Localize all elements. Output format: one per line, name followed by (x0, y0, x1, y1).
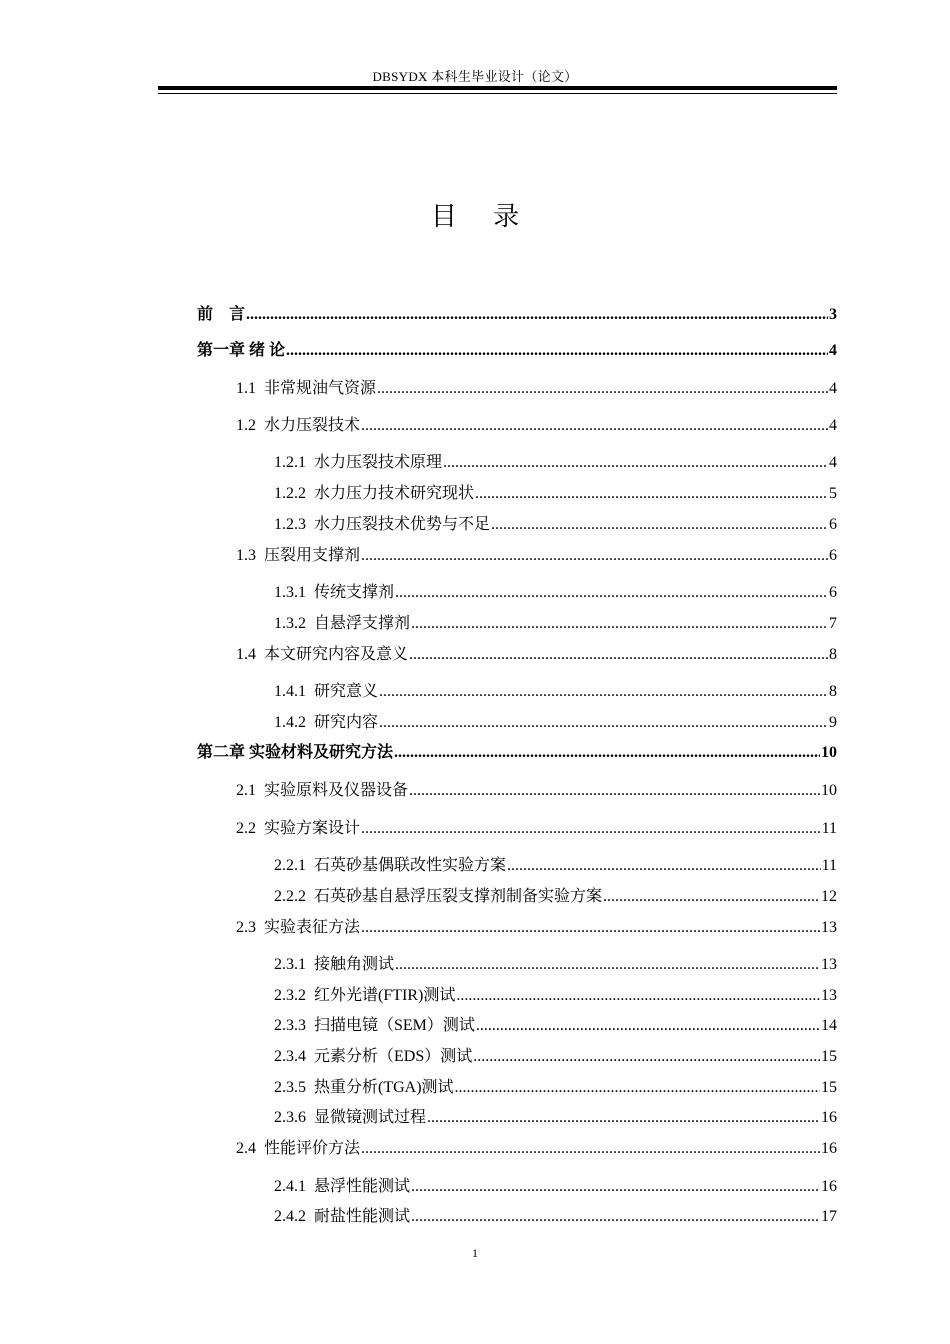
toc-entry[interactable] (274, 1176, 837, 1198)
toc-entry-title: 非常规油气资源 (264, 380, 377, 397)
toc-entry[interactable] (236, 644, 837, 666)
toc-entry-page: 6 (829, 584, 837, 601)
toc-dot-leader (361, 917, 820, 939)
toc-dot-leader (379, 712, 828, 734)
toc-entry-number: 2.3.1 (274, 956, 314, 973)
toc-dot-leader (361, 1138, 820, 1160)
toc-entry[interactable] (236, 818, 837, 840)
toc-entry-number: 2.4.2 (274, 1208, 314, 1225)
toc-entry-number: 2.4.1 (274, 1178, 314, 1195)
toc-entry[interactable] (274, 954, 837, 976)
toc-entry-page: 8 (829, 683, 837, 700)
toc-dot-leader (603, 886, 820, 908)
toc-entry[interactable] (274, 1107, 837, 1129)
toc-entry-title: 本文研究内容及意义 (264, 646, 409, 663)
toc-entry-page: 8 (829, 646, 837, 663)
toc-entry[interactable] (236, 1138, 837, 1160)
toc-entry[interactable] (274, 483, 837, 505)
toc-entry-title: 扫描电镜（SEM）测试 (314, 1017, 475, 1034)
toc-entry-number: 2.2.2 (274, 888, 314, 905)
toc-entry-page: 12 (821, 888, 837, 905)
toc-title: 目 录 (430, 202, 534, 232)
toc-entry[interactable] (274, 712, 837, 734)
toc-entry-page: 4 (829, 342, 837, 359)
toc-entry[interactable] (236, 917, 837, 939)
toc-dot-leader (473, 1046, 820, 1068)
toc-entry-title: 研究内容 (314, 714, 379, 731)
toc-dot-leader (476, 1015, 820, 1037)
toc-dot-leader (409, 780, 820, 802)
toc-entry-title: 元素分析（EDS）测试 (314, 1048, 473, 1065)
toc-entry[interactable] (197, 304, 837, 326)
toc-dot-leader (395, 582, 828, 604)
toc-entry-number: 1.3.1 (274, 584, 314, 601)
toc-entry-page: 13 (821, 919, 837, 936)
toc-entry[interactable] (274, 582, 837, 604)
toc-entry-title: 耐盐性能测试 (314, 1208, 411, 1225)
toc-entry-title: 第二章 实验材料及研究方法 (197, 744, 394, 761)
toc-entry-title: 水力压力技术研究现状 (314, 485, 475, 502)
toc-dot-leader (286, 340, 828, 362)
toc-entry-number: 2.3.2 (274, 987, 314, 1004)
toc-entry[interactable] (274, 514, 837, 536)
toc-entry-number: 1.4.1 (274, 683, 314, 700)
toc-entry-number: 2.1 (236, 782, 264, 799)
toc-entry-page: 10 (821, 744, 837, 761)
toc-dot-leader (455, 1077, 820, 1099)
toc-entry-page: 4 (829, 380, 837, 397)
toc-dot-leader (394, 742, 820, 764)
toc-entry-number: 1.4.2 (274, 714, 314, 731)
toc-entry-title: 水力压裂技术 (264, 417, 361, 434)
toc-entry-title: 悬浮性能测试 (314, 1178, 411, 1195)
toc-entry[interactable] (236, 415, 837, 437)
toc-entry-title: 压裂用支撑剂 (264, 547, 361, 564)
toc-entry[interactable] (274, 985, 837, 1007)
toc-entry-title: 显微镜测试过程 (314, 1109, 427, 1126)
toc-entry[interactable] (274, 1046, 837, 1068)
toc-entry-title: 研究意义 (314, 683, 379, 700)
toc-entry[interactable] (274, 452, 837, 474)
toc-entry-number: 1.2 (236, 417, 264, 434)
toc-entry-page: 15 (821, 1048, 837, 1065)
toc-entry-page: 4 (829, 454, 837, 471)
toc-dot-leader (456, 985, 820, 1007)
toc-dot-leader (377, 378, 828, 400)
toc-entry-page: 5 (829, 485, 837, 502)
toc-entry-title: 传统支撑剂 (314, 584, 395, 601)
toc-entry-number: 1.3.2 (274, 615, 314, 632)
toc-entry-page: 16 (821, 1178, 837, 1195)
toc-entry[interactable] (274, 613, 837, 635)
toc-entry[interactable] (236, 378, 837, 400)
toc-dot-leader (411, 1176, 820, 1198)
toc-entry-page: 13 (821, 987, 837, 1004)
toc-dot-leader (491, 514, 828, 536)
toc-entry-page: 7 (829, 615, 837, 632)
toc-entry-number: 2.3 (236, 919, 264, 936)
toc-dot-leader (361, 415, 828, 437)
toc-entry-number: 1.4 (236, 646, 264, 663)
toc-entry-number: 1.2.2 (274, 485, 314, 502)
toc-dot-leader (427, 1107, 820, 1129)
toc-entry-page: 16 (821, 1140, 837, 1157)
toc-entry-title: 水力压裂技术优势与不足 (314, 516, 491, 533)
toc-entry-number: 2.3.6 (274, 1109, 314, 1126)
toc-dot-leader (379, 681, 828, 703)
toc-entry-number: 1.2.3 (274, 516, 314, 533)
toc-entry-page: 6 (829, 516, 837, 533)
toc-entry-page: 14 (821, 1017, 837, 1034)
toc-dot-leader (507, 855, 821, 877)
toc-entry[interactable] (236, 545, 837, 567)
toc-entry-title: 水力压裂技术原理 (314, 454, 443, 471)
toc-dot-leader (395, 954, 820, 976)
toc-entry-page: 4 (829, 417, 837, 434)
toc-entry[interactable] (197, 742, 837, 764)
toc-entry-title: 石英砂基自悬浮压裂支撑剂制备实验方案 (314, 888, 603, 905)
page-number: 1 (472, 1246, 478, 1260)
toc-entry-page: 10 (821, 782, 837, 799)
toc-entry-number: 1.2.1 (274, 454, 314, 471)
toc-entry-number: 2.2.1 (274, 857, 314, 874)
toc-entry-page: 3 (829, 306, 837, 323)
toc-entry-number: 2.2 (236, 820, 264, 837)
toc-entry[interactable] (274, 681, 837, 703)
toc-entry[interactable] (236, 780, 837, 802)
toc-dot-leader (409, 644, 828, 666)
toc-entry-title: 实验方案设计 (264, 820, 361, 837)
toc-entry[interactable] (274, 886, 837, 908)
toc-entry-page: 6 (829, 547, 837, 564)
toc-entry-number: 2.3.5 (274, 1079, 314, 1096)
toc-entry-title: 前 言 (197, 306, 246, 323)
toc-dot-leader (246, 304, 828, 326)
toc-entry[interactable] (197, 340, 837, 362)
toc-dot-leader (443, 452, 828, 474)
toc-entry-page: 11 (821, 820, 837, 837)
toc-dot-leader (361, 545, 828, 567)
toc-entry-title: 接触角测试 (314, 956, 395, 973)
toc-entry-title: 红外光谱(FTIR)测试 (314, 987, 456, 1004)
toc-entry-page: 16 (821, 1109, 837, 1126)
toc-entry-page: 13 (821, 956, 837, 973)
toc-dot-leader (475, 483, 828, 505)
toc-dot-leader (411, 613, 828, 635)
toc-entry-title: 热重分析(TGA)测试 (314, 1079, 454, 1096)
toc-dot-leader (411, 1206, 820, 1228)
toc-entry-title: 性能评价方法 (264, 1140, 361, 1157)
toc-entry-page: 9 (829, 714, 837, 731)
toc-entry-title: 自悬浮支撑剂 (314, 615, 411, 632)
page-header: DBSYDX 本科生毕业设计（论文） (372, 69, 578, 84)
toc-entry-title: 实验表征方法 (264, 919, 361, 936)
toc-entry-number: 1.3 (236, 547, 264, 564)
toc-entry-page: 11 (821, 857, 837, 874)
toc-dot-leader (361, 818, 821, 840)
toc-entry-number: 1.1 (236, 380, 264, 397)
toc-entry[interactable] (274, 1206, 837, 1228)
toc-entry-number: 2.3.4 (274, 1048, 314, 1065)
toc-entry[interactable] (274, 1015, 837, 1037)
toc-entry-title: 实验原料及仪器设备 (264, 782, 409, 799)
toc-entry[interactable] (274, 1077, 837, 1099)
toc-entry-title: 第一章 绪 论 (197, 342, 286, 359)
toc-entry-page: 17 (821, 1208, 837, 1225)
toc-entry-number: 2.4 (236, 1140, 264, 1157)
toc-entry-page: 15 (821, 1079, 837, 1096)
toc-entry-number: 2.3.3 (274, 1017, 314, 1034)
toc-entry[interactable] (274, 855, 837, 877)
toc-entry-title: 石英砂基偶联改性实验方案 (314, 857, 507, 874)
